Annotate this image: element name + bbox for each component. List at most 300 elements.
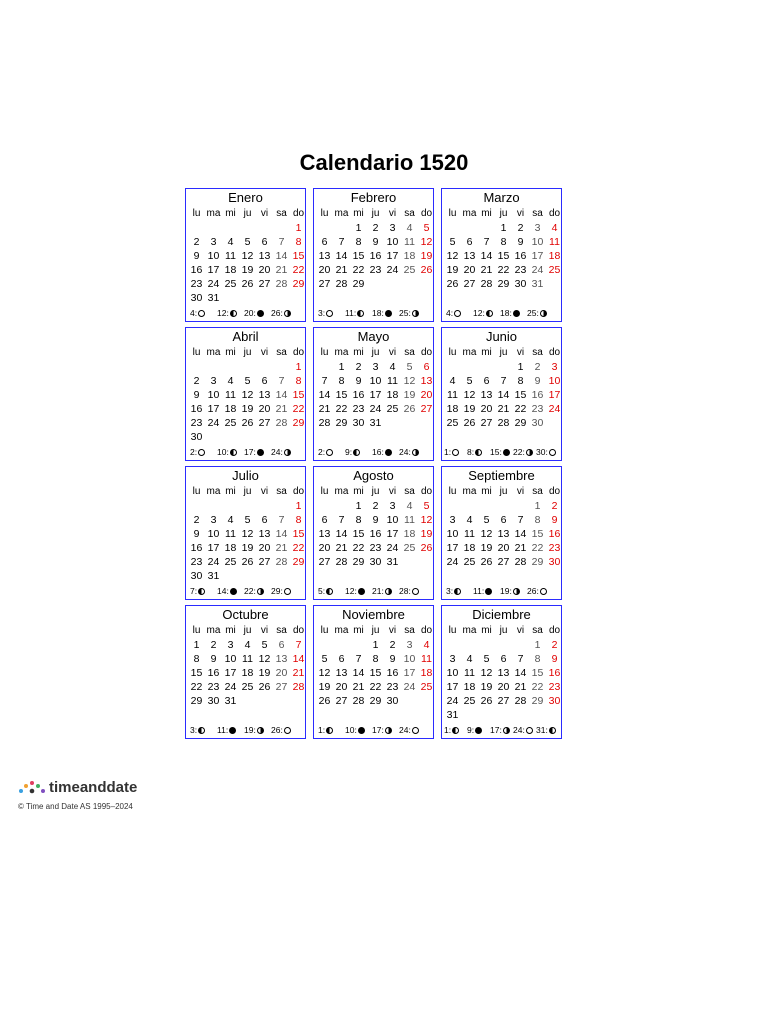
day-cell: 2: [355, 361, 362, 373]
day-cell: 24: [548, 403, 561, 415]
day-cell: 21: [352, 681, 365, 693]
page-title: Calendario 1520: [299, 150, 469, 175]
day-cell: 23: [352, 403, 365, 415]
day-cell: 29: [497, 278, 510, 290]
day-cell: 15: [531, 528, 544, 540]
day-cell: 17: [207, 542, 220, 554]
day-cell: 23: [190, 556, 203, 568]
day-cell: 16: [548, 528, 561, 540]
day-cell: 19: [480, 681, 493, 693]
day-cell: 16: [369, 250, 382, 262]
weekday-header: ju: [371, 347, 380, 358]
day-cell: 9: [517, 236, 524, 248]
day-cell: 6: [500, 514, 507, 526]
day-cell: 7: [483, 236, 490, 248]
last-quarter-moon-icon: [230, 310, 237, 317]
first-quarter-moon-icon: [385, 588, 392, 595]
first-quarter-moon-icon: [284, 449, 291, 456]
full-moon-icon: [526, 727, 533, 734]
day-cell: 18: [241, 667, 254, 679]
moon-phase: 5:: [318, 585, 333, 598]
day-cell: 25: [241, 681, 254, 693]
month-noviembre: [313, 605, 434, 739]
day-cell: 2: [210, 639, 217, 651]
weekday-header: do: [420, 625, 433, 636]
weekday-header: vi: [388, 347, 397, 358]
day-cell: 13: [258, 250, 271, 262]
day-cell: 13: [463, 250, 476, 262]
day-cell: 6: [321, 514, 328, 526]
weekday-header: sa: [276, 625, 287, 636]
day-cell: 21: [480, 264, 493, 276]
moon-phase: 12:: [473, 307, 493, 320]
day-cell: 4: [449, 375, 456, 387]
day-cell: 6: [261, 375, 268, 387]
day-cell: 25: [463, 556, 476, 568]
last-quarter-moon-icon: [475, 449, 482, 456]
day-cell: 22: [352, 264, 365, 276]
day-cell: 17: [403, 667, 416, 679]
month-title: Octubre: [186, 605, 305, 622]
weekday-header: lu: [192, 347, 201, 358]
day-cell: 9: [193, 389, 200, 401]
day-cell: 26: [318, 695, 331, 707]
day-cell: 12: [241, 528, 254, 540]
day-cell: 6: [500, 653, 507, 665]
day-cell: 17: [446, 681, 459, 693]
day-cell: 13: [335, 667, 348, 679]
day-cell: 24: [386, 542, 399, 554]
day-cell: 18: [548, 250, 561, 262]
day-cell: 8: [355, 236, 362, 248]
copyright-text: © Time and Date AS 1995–2024: [18, 802, 133, 811]
day-cell: 16: [352, 389, 365, 401]
moon-phase: 14:: [217, 585, 237, 598]
moon-phase: 4:: [190, 307, 205, 320]
day-cell: 18: [386, 389, 399, 401]
day-cell: 10: [386, 236, 399, 248]
day-cell: 10: [207, 389, 220, 401]
day-cell: 12: [318, 667, 331, 679]
day-cell: 28: [514, 556, 527, 568]
month-title: Mayo: [314, 327, 433, 344]
moon-phases: [442, 446, 561, 459]
new-moon-icon: [230, 588, 237, 595]
day-cell: 15: [369, 667, 382, 679]
day-cell: 26: [446, 278, 459, 290]
weekday-header: ju: [499, 486, 508, 497]
month-diciembre: [441, 605, 562, 739]
day-cell: 9: [193, 528, 200, 540]
last-quarter-moon-icon: [452, 727, 459, 734]
month-septiembre: [441, 466, 562, 600]
moon-phase: 22:: [244, 585, 264, 598]
day-cell: 12: [480, 667, 493, 679]
day-cell: 3: [389, 500, 396, 512]
day-cell: 9: [355, 375, 362, 387]
day-cell: 10: [446, 528, 459, 540]
day-cell: 11: [549, 236, 560, 248]
day-cell: 19: [241, 264, 254, 276]
day-cell: 30: [548, 695, 561, 707]
day-cell: 22: [369, 681, 382, 693]
weekday-header: sa: [404, 347, 415, 358]
day-cell: 25: [420, 681, 433, 693]
weekday-header: vi: [260, 208, 269, 219]
day-cell: 26: [241, 417, 254, 429]
moon-phase: 17:: [244, 446, 264, 459]
day-cell: 23: [190, 278, 203, 290]
day-cell: 10: [207, 528, 220, 540]
day-cell: 23: [386, 681, 399, 693]
month-title: Febrero: [314, 188, 433, 205]
moon-phase: 4:: [446, 307, 461, 320]
weekday-header: ju: [499, 347, 508, 358]
day-cell: 8: [295, 236, 302, 248]
day-cell: 17: [531, 250, 544, 262]
day-cell: 15: [292, 389, 305, 401]
day-cell: 28: [514, 695, 527, 707]
weekday-header: sa: [532, 625, 543, 636]
day-cell: 21: [275, 542, 288, 554]
moon-phase: 24:: [399, 724, 419, 737]
day-cell: 8: [372, 653, 379, 665]
day-cell: 29: [335, 417, 348, 429]
day-cell: 8: [338, 375, 345, 387]
day-cell: 17: [224, 667, 237, 679]
weekday-header: ma: [206, 208, 221, 219]
day-cell: 26: [403, 403, 416, 415]
day-cell: 10: [369, 375, 382, 387]
weekday-header: lu: [448, 625, 457, 636]
day-cell: 18: [224, 403, 237, 415]
day-cell: 13: [258, 389, 271, 401]
day-cell: 29: [292, 417, 305, 429]
day-cell: 30: [514, 278, 527, 290]
day-cell: 22: [352, 542, 365, 554]
day-cell: 3: [210, 236, 217, 248]
day-cell: 30: [190, 292, 203, 304]
weekday-header: vi: [260, 347, 269, 358]
day-cell: 20: [318, 264, 331, 276]
day-cell: 23: [190, 417, 203, 429]
day-cell: 19: [318, 681, 331, 693]
month-agosto: [313, 466, 434, 600]
day-cell: 30: [190, 570, 203, 582]
first-quarter-moon-icon: [412, 310, 419, 317]
day-cell: 2: [551, 500, 558, 512]
last-quarter-moon-icon: [549, 727, 556, 734]
moon-phase: 1:: [444, 724, 459, 737]
weekday-header: ju: [243, 208, 252, 219]
weekday-header: mi: [481, 625, 492, 636]
month-title: Julio: [186, 466, 305, 483]
moon-phases: [186, 724, 305, 737]
day-cell: 21: [275, 403, 288, 415]
day-cell: 20: [335, 681, 348, 693]
day-cell: 6: [483, 375, 490, 387]
day-cell: 21: [318, 403, 331, 415]
day-cell: 16: [190, 542, 203, 554]
moon-phase: 18:: [500, 307, 520, 320]
day-cell: 10: [386, 514, 399, 526]
day-cell: 8: [517, 375, 524, 387]
month-octubre: [185, 605, 306, 739]
day-cell: 15: [292, 528, 305, 540]
new-moon-icon: [358, 588, 365, 595]
day-cell: 25: [224, 278, 237, 290]
day-cell: 6: [321, 236, 328, 248]
day-cell: 2: [389, 639, 396, 651]
day-cell: 28: [335, 278, 348, 290]
day-cell: 9: [372, 236, 379, 248]
day-cell: 2: [193, 236, 200, 248]
weekday-header: ju: [371, 486, 380, 497]
day-cell: 5: [244, 375, 251, 387]
day-cell: 28: [275, 278, 288, 290]
day-cell: 3: [227, 639, 234, 651]
day-cell: 2: [193, 375, 200, 387]
moon-phase: 20:: [244, 307, 264, 320]
first-quarter-moon-icon: [284, 310, 291, 317]
day-cell: 24: [446, 556, 459, 568]
full-moon-icon: [412, 588, 419, 595]
day-cell: 1: [338, 361, 345, 373]
day-cell: 13: [318, 528, 331, 540]
day-cell: 23: [369, 542, 382, 554]
day-cell: 7: [278, 236, 285, 248]
day-cell: 15: [352, 528, 365, 540]
moon-phases: [314, 307, 433, 320]
full-moon-icon: [326, 449, 333, 456]
day-cell: 27: [335, 695, 348, 707]
day-cell: 30: [207, 695, 220, 707]
weekday-header: mi: [481, 208, 492, 219]
day-cell: 30: [548, 556, 561, 568]
day-cell: 28: [275, 417, 288, 429]
day-cell: 17: [386, 528, 399, 540]
weekday-header: vi: [516, 208, 525, 219]
weekday-header: lu: [192, 625, 201, 636]
day-cell: 26: [480, 695, 493, 707]
day-cell: 15: [190, 667, 203, 679]
day-cell: 11: [464, 667, 475, 679]
moon-phase: 8:: [467, 446, 482, 459]
day-cell: 31: [369, 417, 382, 429]
moon-phase: 24:: [513, 724, 533, 737]
weekday-header: sa: [532, 208, 543, 219]
day-cell: 26: [463, 417, 476, 429]
moon-phase: 12:: [345, 585, 365, 598]
day-cell: 29: [514, 417, 527, 429]
day-cell: 21: [514, 542, 527, 554]
day-cell: 23: [369, 264, 382, 276]
calendar-grid: [185, 188, 584, 743]
day-cell: 14: [292, 653, 305, 665]
day-cell: 17: [446, 542, 459, 554]
weekday-header: do: [548, 208, 561, 219]
full-moon-icon: [326, 310, 333, 317]
moon-phases: [314, 585, 433, 598]
month-title: Enero: [186, 188, 305, 205]
day-cell: 4: [423, 639, 430, 651]
day-cell: 7: [295, 639, 302, 651]
weekday-header: do: [548, 347, 561, 358]
weekday-header: vi: [260, 625, 269, 636]
moon-phase: 26:: [271, 724, 291, 737]
moon-phases: [186, 446, 305, 459]
day-cell: 20: [497, 542, 510, 554]
day-cell: 16: [514, 250, 527, 262]
day-cell: 21: [335, 264, 348, 276]
moon-phase: 28:: [399, 585, 419, 598]
moon-phases: [442, 585, 561, 598]
day-cell: 9: [372, 514, 379, 526]
day-cell: 3: [449, 653, 456, 665]
moon-phase: 18:: [372, 307, 392, 320]
day-cell: 1: [534, 500, 541, 512]
day-cell: 17: [207, 403, 220, 415]
day-cell: 20: [318, 542, 331, 554]
day-cell: 1: [295, 222, 302, 234]
day-cell: 8: [193, 653, 200, 665]
moon-phase: 2:: [318, 446, 333, 459]
day-cell: 14: [497, 389, 510, 401]
weekday-header: do: [292, 486, 305, 497]
day-cell: 23: [514, 264, 527, 276]
day-cell: 11: [404, 236, 415, 248]
day-cell: 18: [463, 542, 476, 554]
full-moon-icon: [452, 449, 459, 456]
moon-phase: 10:: [345, 724, 365, 737]
day-cell: 19: [241, 542, 254, 554]
last-quarter-moon-icon: [198, 588, 205, 595]
day-cell: 26: [480, 556, 493, 568]
moon-phase: 24:: [271, 446, 291, 459]
day-cell: 7: [517, 653, 524, 665]
weekday-header: ju: [499, 625, 508, 636]
day-cell: 15: [514, 389, 527, 401]
day-cell: 14: [275, 389, 288, 401]
day-cell: 18: [403, 528, 416, 540]
day-cell: 5: [449, 236, 456, 248]
first-quarter-moon-icon: [526, 449, 533, 456]
day-cell: 14: [514, 528, 527, 540]
day-cell: 28: [292, 681, 305, 693]
day-cell: 10: [207, 250, 220, 262]
moon-phase: 3:: [190, 724, 205, 737]
full-moon-icon: [454, 310, 461, 317]
day-cell: 9: [389, 653, 396, 665]
new-moon-icon: [229, 727, 236, 734]
weekday-header: ma: [334, 208, 349, 219]
day-cell: 19: [446, 264, 459, 276]
day-cell: 23: [548, 542, 561, 554]
day-cell: 6: [278, 639, 285, 651]
day-cell: 6: [338, 653, 345, 665]
weekday-header: ma: [462, 486, 477, 497]
weekday-header: ju: [371, 208, 380, 219]
day-cell: 20: [258, 542, 271, 554]
day-cell: 12: [420, 236, 433, 248]
day-cell: 13: [258, 528, 271, 540]
moon-phase: 16:: [372, 446, 392, 459]
weekday-header: sa: [404, 486, 415, 497]
day-cell: 29: [531, 556, 544, 568]
new-moon-icon: [485, 588, 492, 595]
moon-phase: 19:: [500, 585, 520, 598]
day-cell: 7: [338, 236, 345, 248]
new-moon-icon: [257, 449, 264, 456]
weekday-header: ju: [243, 625, 252, 636]
day-cell: 27: [318, 278, 331, 290]
day-cell: 8: [295, 375, 302, 387]
day-cell: 9: [193, 250, 200, 262]
moon-phase: 15:: [490, 446, 510, 459]
day-cell: 22: [292, 403, 305, 415]
day-cell: 22: [497, 264, 510, 276]
weekday-header: ju: [499, 208, 508, 219]
day-cell: 5: [244, 236, 251, 248]
month-title: Septiembre: [442, 466, 561, 483]
new-moon-icon: [385, 449, 392, 456]
day-cell: 22: [190, 681, 203, 693]
moon-phase: 9:: [345, 446, 360, 459]
day-cell: 24: [207, 417, 220, 429]
day-cell: 6: [261, 514, 268, 526]
day-cell: 1: [500, 222, 507, 234]
day-cell: 5: [406, 361, 413, 373]
day-cell: 6: [423, 361, 430, 373]
day-cell: 17: [386, 250, 399, 262]
day-cell: 25: [224, 556, 237, 568]
day-cell: 7: [500, 375, 507, 387]
moon-phase: 12:: [217, 307, 237, 320]
month-title: Agosto: [314, 466, 433, 483]
day-cell: 1: [372, 639, 379, 651]
weekday-header: vi: [388, 208, 397, 219]
day-cell: 27: [497, 695, 510, 707]
day-cell: 29: [352, 556, 365, 568]
month-title: Junio: [442, 327, 561, 344]
weekday-header: do: [292, 625, 305, 636]
day-cell: 20: [258, 403, 271, 415]
day-cell: 5: [321, 653, 328, 665]
weekday-header: mi: [481, 486, 492, 497]
day-cell: 14: [318, 389, 331, 401]
day-cell: 13: [497, 528, 510, 540]
day-cell: 16: [207, 667, 220, 679]
day-cell: 6: [466, 236, 473, 248]
day-cell: 22: [531, 542, 544, 554]
day-cell: 7: [278, 375, 285, 387]
moon-phase: 1:: [318, 724, 333, 737]
moon-phase: 29:: [271, 585, 291, 598]
weekday-header: mi: [353, 208, 364, 219]
day-cell: 7: [321, 375, 328, 387]
day-cell: 28: [352, 695, 365, 707]
day-cell: 19: [258, 667, 271, 679]
day-cell: 4: [389, 361, 396, 373]
moon-phase: 19:: [244, 724, 264, 737]
day-cell: 4: [466, 653, 473, 665]
day-cell: 17: [207, 264, 220, 276]
day-cell: 16: [369, 528, 382, 540]
weekday-header: ma: [462, 208, 477, 219]
day-cell: 5: [466, 375, 473, 387]
day-cell: 8: [500, 236, 507, 248]
first-quarter-moon-icon: [257, 727, 264, 734]
